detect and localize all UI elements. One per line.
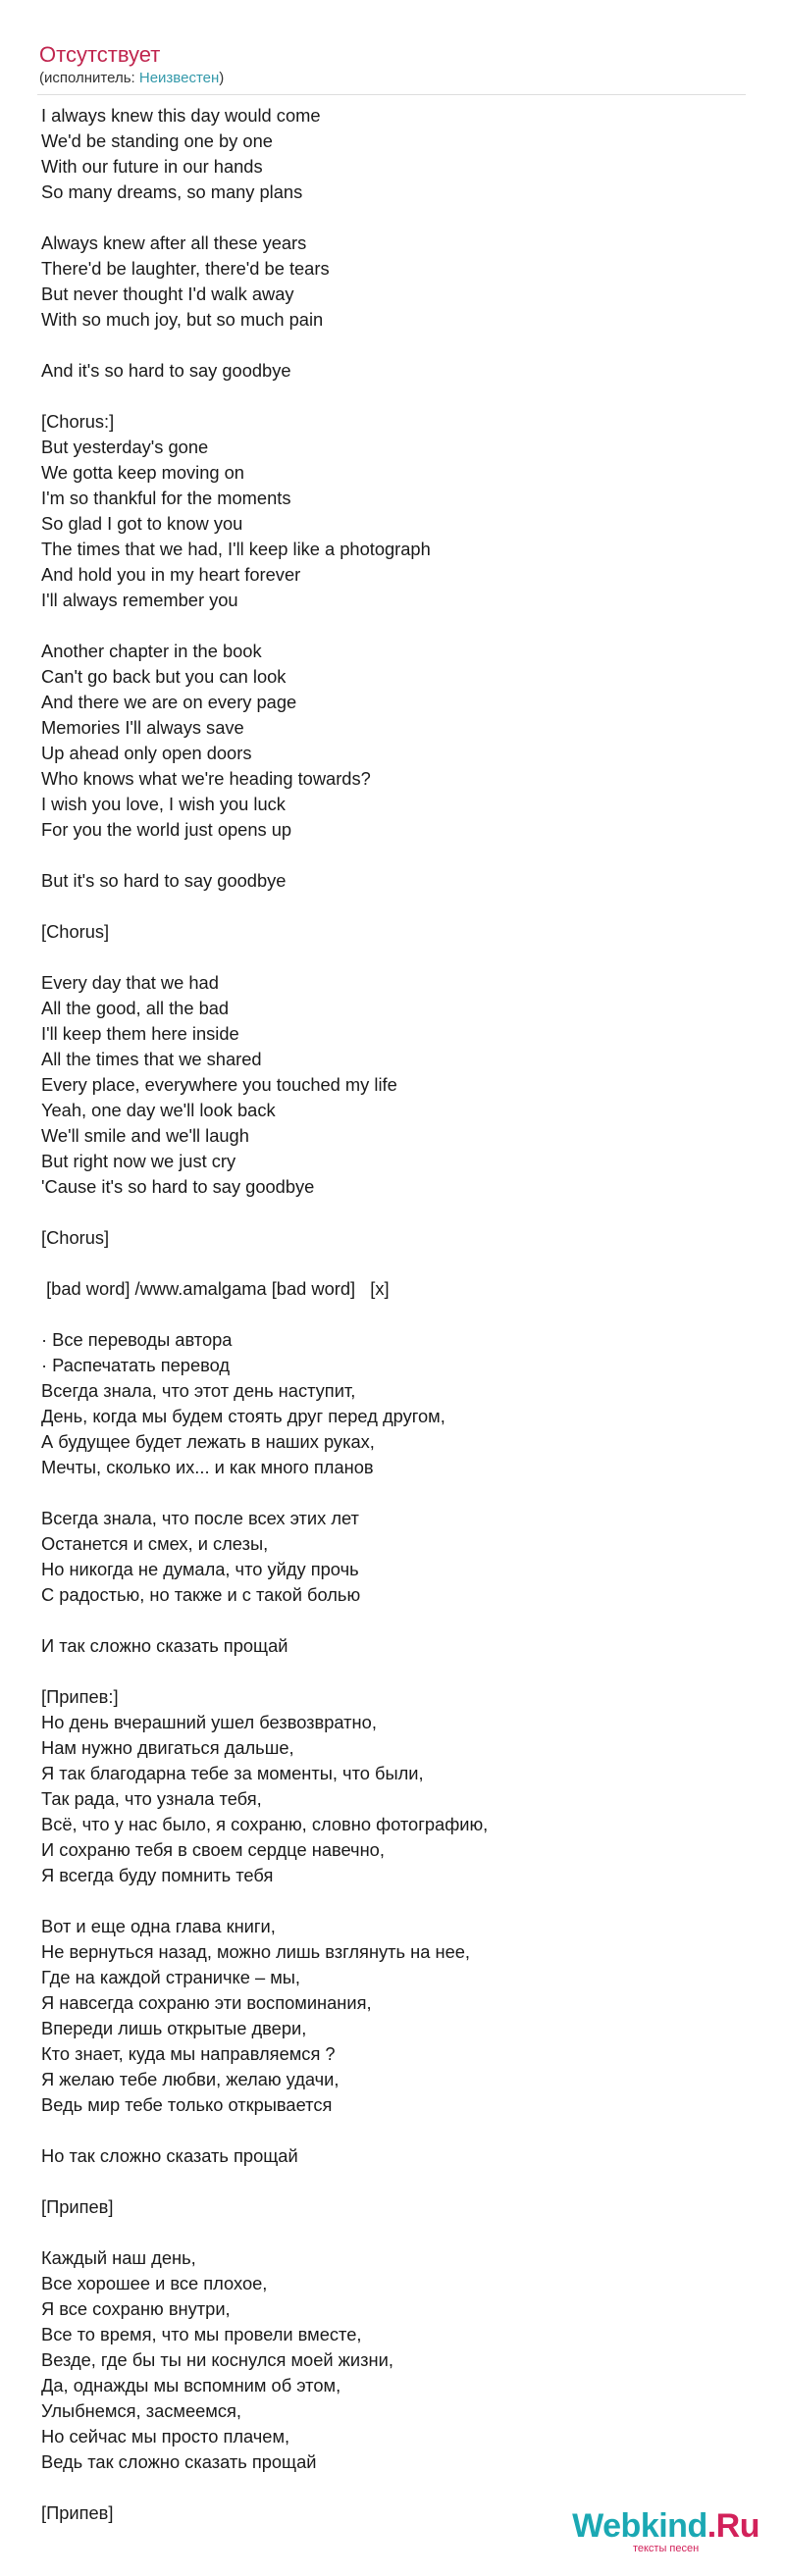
lyric-line (41, 1200, 744, 1225)
lyric-line: Who knows what we're heading towards? (41, 768, 371, 789)
header-divider (37, 94, 746, 95)
site-logo[interactable] (572, 2509, 759, 2554)
lyric-line: But it's so hard to say goodbye (41, 870, 287, 891)
lyric-line (41, 613, 744, 639)
lyric-line: Так рада, что узнала тебя, (41, 1788, 262, 1809)
lyric-line: Где на каждой страничке – мы, (41, 1967, 301, 1987)
lyric-line: I always knew this day would come (41, 105, 321, 126)
lyric-line: We gotta keep moving on (41, 462, 244, 483)
lyric-line: И так сложно сказать прощай (41, 1635, 288, 1656)
lyric-line: Останется и смех, и слезы, (41, 1533, 269, 1554)
lyric-line: And hold you in my heart forever (41, 564, 301, 585)
lyric-line (41, 894, 744, 919)
lyric-line (41, 2118, 744, 2143)
lyric-line: Всегда знала, что этот день наступит, (41, 1380, 356, 1401)
lyric-line: Every place, everywhere you touched my life (41, 1074, 397, 1095)
lyric-line: [Chorus] (41, 921, 110, 942)
lyric-line: Но сейчас мы просто плачем, (41, 2426, 290, 2447)
lyric-line: [Chorus:] (41, 411, 115, 432)
lyric-line: I'm so thankful for the moments (41, 488, 291, 508)
artist-prefix: (исполнитель: (39, 70, 139, 86)
lyric-line: Улыбнемся, засмеемся, (41, 2400, 241, 2421)
lyric-line: There'd be laughter, there'd be tears (41, 258, 330, 279)
lyric-line (41, 843, 744, 868)
lyric-line: Но так сложно сказать прощай (41, 2145, 298, 2166)
artist-link[interactable]: Неизвестен (138, 70, 220, 86)
logo-tagline: тексты песен (632, 2543, 700, 2554)
lyric-line: Да, однажды мы вспомним об этом, (41, 2375, 341, 2396)
lyric-line: Каждый наш день, (41, 2247, 196, 2268)
lyric-line (41, 1888, 744, 1914)
lyric-line: [Припев] (41, 2502, 114, 2523)
lyric-line: Every day that we had (41, 972, 219, 993)
lyric-line: Не вернуться назад, можно лишь взглянуть на нее, (41, 1941, 471, 1962)
logo-tld: .Ru (706, 2507, 759, 2545)
lyric-line: Up ahead only open doors (41, 743, 252, 763)
lyric-line (41, 2169, 744, 2194)
lyric-line: I'll keep them here inside (41, 1023, 239, 1044)
lyric-line: Ведь мир тебе только открывается (41, 2094, 333, 2115)
lyric-line (41, 1302, 744, 1327)
lyric-line: Всё, что у нас было, я сохраню, словно фотографию, (41, 1814, 489, 1834)
lyric-line: All the times that we shared (41, 1049, 262, 1069)
lyric-line (41, 205, 744, 231)
lyric-line (41, 945, 744, 970)
lyric-line: But right now we just cry (41, 1151, 236, 1171)
lyric-line (41, 2220, 744, 2245)
lyric-line: Yeah, one day we'll look back (41, 1100, 276, 1120)
lyric-line: Ведь так сложно сказать прощай (41, 2451, 317, 2472)
lyric-line: Все хорошее и все плохое, (41, 2273, 268, 2293)
lyric-line: Another chapter in the book (41, 641, 262, 661)
song-header (39, 41, 744, 88)
lyric-line: [Припев] (41, 2196, 114, 2217)
lyric-line: Always knew after all these years (41, 232, 307, 253)
lyric-line: And there we are on every page (41, 692, 297, 712)
lyric-line: The times that we had, I'll keep like a photograph (41, 539, 431, 559)
lyric-line (41, 333, 744, 358)
lyric-line: I'll always remember you (41, 590, 238, 610)
lyric-line: Я все сохраню внутри, (41, 2298, 231, 2319)
lyric-line: So glad I got to know you (41, 513, 243, 534)
lyric-line: Мечты, сколько их... и как много планов (41, 1457, 374, 1477)
lyric-line: With our future in our hands (41, 156, 263, 177)
artist-line (39, 69, 744, 88)
lyric-line (41, 384, 744, 409)
lyric-line: Кто знает, куда мы направляемся ? (41, 2043, 336, 2064)
lyric-line: Впереди лишь открытые двери, (41, 2018, 307, 2038)
lyric-line (41, 1251, 744, 1276)
lyric-line: All the good, all the bad (41, 998, 230, 1018)
lyric-line: Но никогда не думала, что уйду прочь (41, 1559, 359, 1579)
lyric-line: Нам нужно двигаться дальше, (41, 1737, 294, 1758)
lyric-line: And it's so hard to say goodbye (41, 360, 291, 381)
lyric-line: But yesterday's gone (41, 437, 209, 457)
lyric-line: We'd be standing one by one (41, 130, 273, 151)
lyric-line: День, когда мы будем стоять друг перед другом, (41, 1406, 445, 1426)
lyric-line: [Chorus] (41, 1227, 110, 1248)
lyric-line: We'll smile and we'll laugh (41, 1125, 249, 1146)
lyric-line: I wish you love, I wish you luck (41, 794, 286, 814)
lyric-line: Я так благодарна тебе за моменты, что были, (41, 1763, 424, 1783)
lyric-line: А будущее будет лежать в наших руках, (41, 1431, 375, 1452)
lyric-line (41, 1480, 744, 1506)
lyric-line: Я навсегда сохраню эти воспоминания, (41, 1992, 372, 2013)
lyric-line: [bad word] /www.amalgama [bad word] [x] (41, 1278, 390, 1299)
lyric-line: С радостью, но также и с такой болью (41, 1584, 361, 1605)
lyric-line: Я желаю тебе любви, желаю удачи, (41, 2069, 340, 2089)
lyric-line: Всегда знала, что после всех этих лет (41, 1508, 359, 1528)
lyric-line: [Припев:] (41, 1686, 119, 1707)
lyric-line: For you the world just opens up (41, 819, 292, 840)
lyric-line: But never thought I'd walk away (41, 283, 294, 304)
logo-main-text: Webkind (572, 2507, 707, 2545)
lyric-line: Can't go back but you can look (41, 666, 287, 687)
lyric-line: Но день вчерашний ушел безвозвратно, (41, 1712, 377, 1732)
lyric-line: So many dreams, so many plans (41, 181, 303, 202)
logo-wordmark (572, 2509, 759, 2543)
lyric-line: И сохраню тебя в своем сердце навечно, (41, 1839, 385, 1860)
lyric-line: Я всегда буду помнить тебя (41, 1865, 274, 1885)
lyric-line: Все то время, что мы провели вместе, (41, 2324, 362, 2344)
lyric-line: · Все переводы автора (41, 1329, 233, 1350)
lyric-line: Вот и еще одна глава книги, (41, 1916, 276, 1936)
lyric-line (41, 1659, 744, 1684)
lyric-line: 'Cause it's so hard to say goodbye (41, 1176, 315, 1197)
lyric-line: With so much joy, but so much pain (41, 309, 324, 330)
lyric-line: · Распечатать перевод (41, 1355, 231, 1375)
song-title: Отсутствует (39, 42, 161, 67)
lyrics-text (41, 103, 744, 2526)
artist-suffix: ) (219, 70, 225, 86)
lyric-line: Везде, где бы ты ни коснулся моей жизни, (41, 2349, 393, 2370)
lyric-line (41, 2475, 744, 2500)
lyric-line (41, 1608, 744, 1633)
lyric-line: Memories I'll always save (41, 717, 244, 738)
